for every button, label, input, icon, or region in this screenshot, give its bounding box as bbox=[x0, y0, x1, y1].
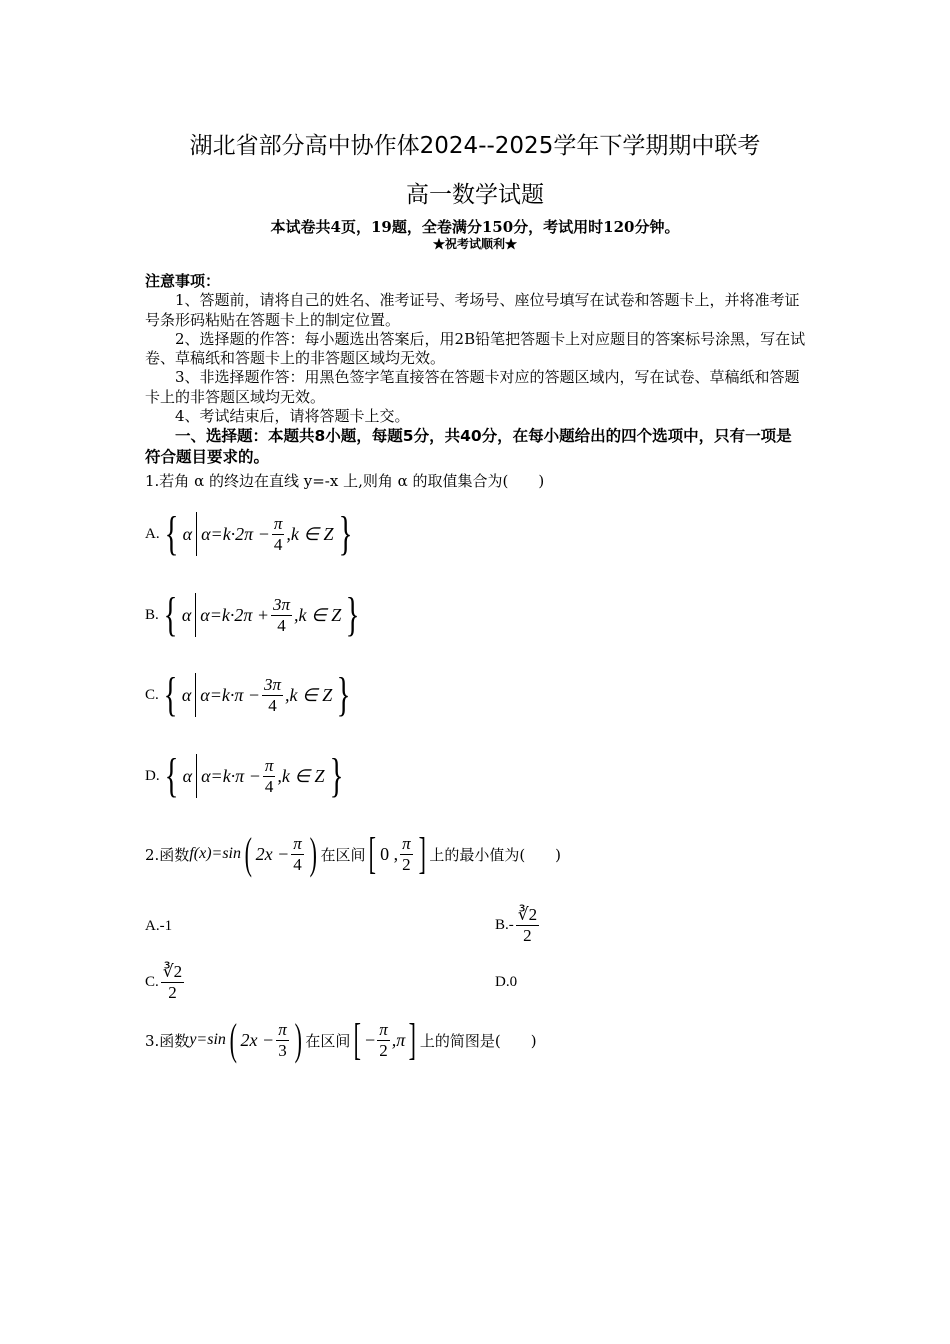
q1-option-a[interactable]: A. { α α=k·2π − $\frac{\pi}{4}$ ,k ∈ Z } bbox=[145, 507, 352, 560]
interval-left: 0 , bbox=[380, 843, 399, 864]
q2-option-c[interactable] bbox=[145, 962, 186, 1003]
fraction: $\frac{3\pi}{4}$ bbox=[273, 594, 291, 635]
notes bbox=[145, 272, 807, 468]
option-label: B.- bbox=[495, 917, 514, 933]
q3-prefix: 3.函数 bbox=[145, 1031, 190, 1050]
q2-option-b[interactable] bbox=[495, 905, 541, 946]
set-var: α bbox=[182, 523, 193, 544]
note-item: 1、答题前，请将自己的姓名、准考证号、考场号、座位号填写在试卷和答题卡上，并将准考证号条形码粘贴在答题卡上的制定位置。 bbox=[145, 291, 800, 329]
fraction: $\frac{∛2}{2}$ bbox=[517, 905, 538, 945]
fraction: $\frac{\pi}{2}$ bbox=[402, 833, 411, 874]
note-item: 4、考试结束后，请将答题卡上交。 bbox=[175, 407, 410, 426]
q3-func: y=sin bbox=[189, 1031, 226, 1048]
set-tail: ,k ∈ Z bbox=[294, 604, 342, 625]
set-expr: α=k·π − bbox=[200, 684, 261, 705]
fraction: $\frac{\pi}{2}$ bbox=[379, 1019, 388, 1060]
set-expr: α=k·2π − bbox=[201, 523, 270, 544]
q1-option-d[interactable]: D. { α α=k·π − $\frac{\pi}{4}$ ,k ∈ Z } bbox=[145, 749, 343, 802]
set-tail: ,k ∈ Z bbox=[277, 765, 325, 786]
exam-wish: ★祝考试顺利★ bbox=[432, 237, 517, 251]
fraction: $\frac{\pi}{4}$ bbox=[273, 513, 283, 554]
set-tail: ,k ∈ Z bbox=[285, 684, 333, 705]
fraction: $\frac{∛2}{2}$ bbox=[162, 962, 183, 1002]
exam-info: 本试卷共4页，19题，全卷满分150分，考试用时120分钟。 bbox=[270, 218, 680, 236]
q3-inner: 2x − bbox=[240, 1029, 275, 1050]
set-var: α bbox=[181, 604, 192, 625]
fraction: $\frac{\pi}{4}$ bbox=[264, 755, 274, 796]
exam-subtitle: 高一数学试题 bbox=[406, 182, 544, 208]
question-2-stem: 2.函数 f(x)=sin ( 2x − $\frac{\pi}{4}$ ) 在区间 [ 0 , $\frac{\pi}{2}$ ] 上的最小值为( ) bbox=[145, 829, 562, 878]
fraction: $\frac{3\pi}{4}$ bbox=[264, 674, 282, 715]
set-var: α bbox=[181, 684, 192, 705]
option-label: A. bbox=[145, 525, 160, 542]
q3-mid: 在区间 bbox=[305, 1031, 351, 1050]
fraction: $\frac{\pi}{3}$ bbox=[278, 1019, 287, 1060]
q2-option-d[interactable]: D.0 bbox=[495, 974, 518, 990]
q2-func: f(x)=sin bbox=[189, 845, 241, 862]
fraction: $\frac{\pi}{4}$ bbox=[293, 833, 302, 874]
q1-option-c[interactable]: C. { α α=k·π − $\frac{3\pi}{4}$ ,k ∈ Z } bbox=[145, 668, 351, 721]
note-item: 2、选择题的作答：每小题选出答案后，用2B铅笔把答题卡上对应题目的答案标号涂黑，写在试卷、草稿纸和答题卡上的非答题区域均无效。 bbox=[145, 329, 806, 368]
q2-suffix: 上的最小值为( ) bbox=[429, 845, 562, 864]
option-label: C. bbox=[145, 974, 159, 990]
q2-inner: 2x − bbox=[255, 843, 290, 864]
q3-suffix: 上的简图是( ) bbox=[419, 1031, 537, 1050]
q2-option-a[interactable]: A.-1 bbox=[145, 918, 173, 934]
set-tail: ,k ∈ Z bbox=[286, 523, 334, 544]
question-1-stem: 1.若角 α 的终边在直线 y=-x 上,则角 α 的取值集合为( ) bbox=[145, 472, 545, 490]
q2-prefix: 2.函数 bbox=[145, 845, 190, 864]
option-label: D. bbox=[145, 767, 160, 784]
interval-left: − bbox=[365, 1029, 376, 1050]
exam-title: 湖北省部分高中协作体2024--2025学年下学期期中联考 bbox=[189, 133, 761, 159]
q2-mid: 在区间 bbox=[320, 845, 366, 864]
q1-option-b[interactable]: B. { α α=k·2π + $\frac{3\pi}{4}$ ,k ∈ Z } bbox=[145, 588, 360, 641]
option-label: B. bbox=[145, 606, 159, 623]
set-expr: α=k·π − bbox=[201, 765, 261, 786]
option-label: C. bbox=[145, 686, 159, 703]
notes-heading: 注意事项： bbox=[145, 272, 221, 290]
question-3-stem: 3.函数 y=sin ( 2x − $\frac{\pi}{3}$ ) 在区间 [ − $\frac{\pi}{2}$ ,π ] 上的简图是( ) bbox=[145, 1015, 537, 1064]
interval-right: ,π bbox=[391, 1029, 406, 1050]
set-var: α bbox=[182, 765, 193, 786]
set-expr: α=k·2π + bbox=[200, 604, 270, 625]
note-item: 3、非选择题作答：用黑色签字笔直接答在答题卡对应的答题区域内，写在试卷、草稿纸和答题卡上的非答题区域均无效。 bbox=[145, 368, 800, 406]
section-heading: 一、选择题：本题共8小题，每题5分，共40分，在每小题给出的四个选项中，只有一项是符合题目要求的。 bbox=[145, 427, 792, 467]
